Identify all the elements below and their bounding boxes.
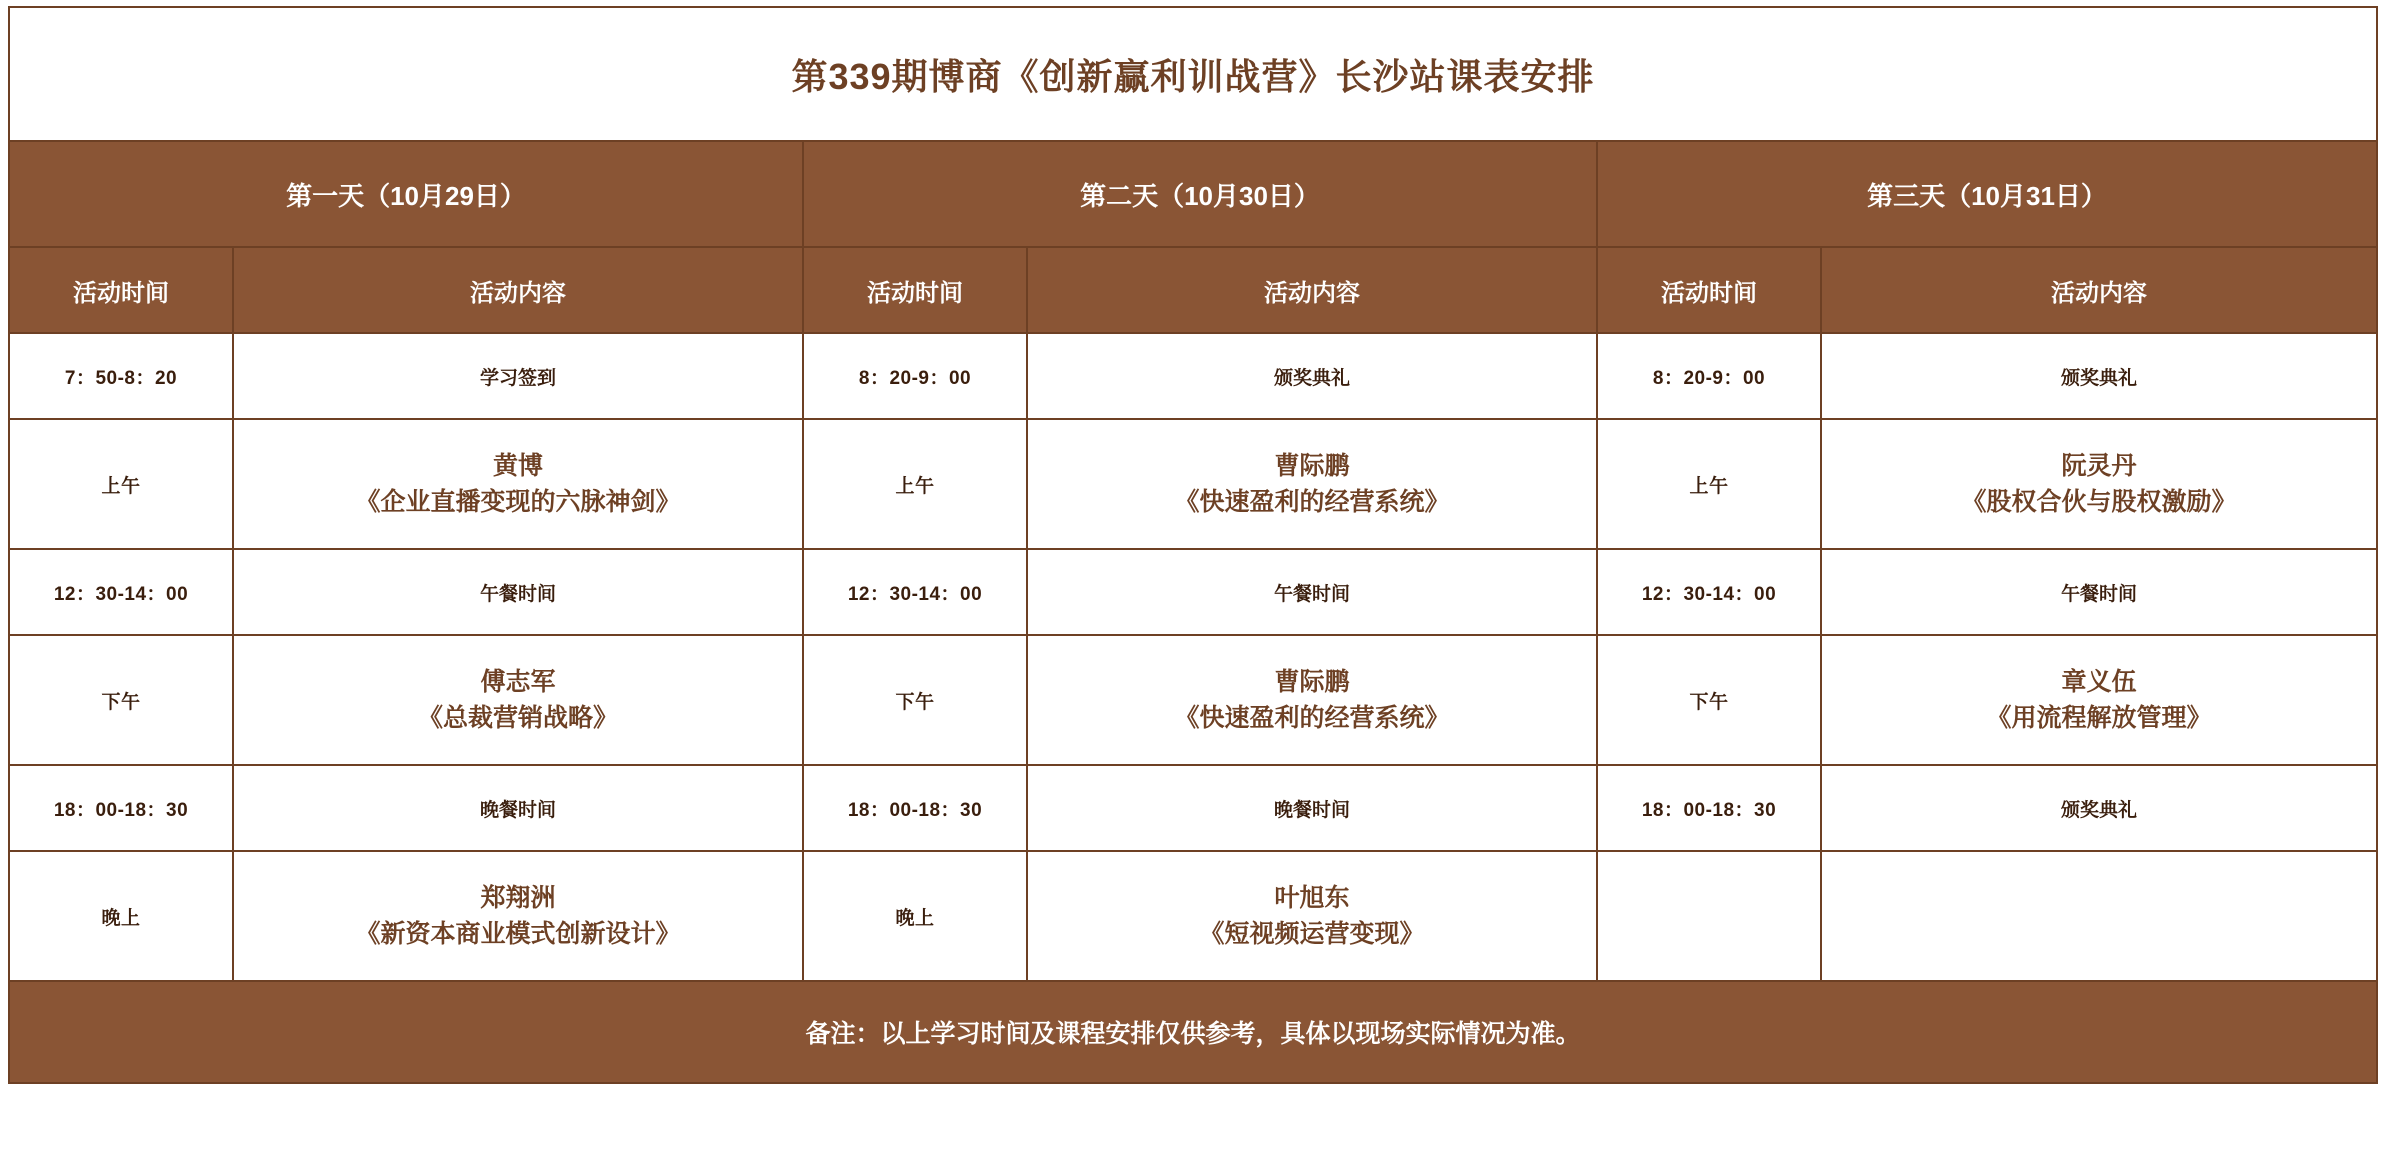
cell-course — [1821, 635, 2377, 765]
table-row — [9, 333, 2377, 419]
col-header-content-2: 活动内容 — [1027, 247, 1597, 333]
title-row — [9, 7, 2377, 141]
table-row — [9, 851, 2377, 981]
teacher-name: 曹际鹏 — [1274, 451, 1350, 480]
cell-time: 18：00-18：30 — [803, 765, 1027, 851]
course-title: 《新资本商业模式创新设计》 — [355, 920, 681, 948]
cell-time: 上午 — [9, 419, 233, 549]
cell-time-empty — [1597, 851, 1821, 981]
cell-content: 午餐时间 — [233, 549, 803, 635]
footer-note: 备注：以上学习时间及课程安排仅供参考，具体以现场实际情况为准。 — [9, 981, 2377, 1083]
col-header-content-1: 活动内容 — [233, 247, 803, 333]
cell-course — [1027, 419, 1597, 549]
day-header-1: 第一天（10月29日） — [9, 141, 803, 247]
cell-content: 颁奖典礼 — [1027, 333, 1597, 419]
note-row — [9, 981, 2377, 1083]
schedule-table — [8, 6, 2378, 1084]
col-header-time-2: 活动时间 — [803, 247, 1027, 333]
cell-time: 晚上 — [9, 851, 233, 981]
cell-time: 上午 — [1597, 419, 1821, 549]
subheader-row — [9, 247, 2377, 333]
col-header-content-3: 活动内容 — [1821, 247, 2377, 333]
cell-course — [1821, 419, 2377, 549]
cell-time: 8：20-9：00 — [803, 333, 1027, 419]
course-title: 《总裁营销战略》 — [417, 704, 618, 732]
cell-time: 18：00-18：30 — [1597, 765, 1821, 851]
cell-time: 8：20-9：00 — [1597, 333, 1821, 419]
cell-time: 下午 — [9, 635, 233, 765]
cell-course — [233, 419, 803, 549]
cell-course — [1027, 851, 1597, 981]
cell-time: 下午 — [1597, 635, 1821, 765]
table-row — [9, 765, 2377, 851]
course-title: 《快速盈利的经营系统》 — [1174, 704, 1450, 732]
cell-content: 学习签到 — [233, 333, 803, 419]
col-header-time-1: 活动时间 — [9, 247, 233, 333]
course-title: 《短视频运营变现》 — [1199, 920, 1425, 948]
day-header-row — [9, 141, 2377, 247]
table-row — [9, 419, 2377, 549]
cell-content: 颁奖典礼 — [1821, 765, 2377, 851]
teacher-name: 傅志军 — [480, 667, 556, 696]
teacher-name: 叶旭东 — [1274, 883, 1350, 912]
cell-time: 晚上 — [803, 851, 1027, 981]
cell-content: 晚餐时间 — [1027, 765, 1597, 851]
cell-content: 午餐时间 — [1027, 549, 1597, 635]
table-row — [9, 549, 2377, 635]
cell-content: 午餐时间 — [1821, 549, 2377, 635]
day-header-3: 第三天（10月31日） — [1597, 141, 2377, 247]
cell-content: 晚餐时间 — [233, 765, 803, 851]
cell-time: 12：30-14：00 — [1597, 549, 1821, 635]
cell-content: 颁奖典礼 — [1821, 333, 2377, 419]
course-title: 《股权合伙与股权激励》 — [1961, 488, 2237, 516]
teacher-name: 黄博 — [492, 451, 543, 480]
teacher-name: 曹际鹏 — [1274, 667, 1350, 696]
cell-time: 18：00-18：30 — [9, 765, 233, 851]
day-header-2: 第二天（10月30日） — [803, 141, 1597, 247]
cell-time: 12：30-14：00 — [9, 549, 233, 635]
table-row — [9, 635, 2377, 765]
page-title: 第339期博商《创新赢利训战营》长沙站课表安排 — [9, 7, 2377, 141]
cell-time: 上午 — [803, 419, 1027, 549]
teacher-name: 郑翔洲 — [480, 883, 556, 912]
cell-course-empty — [1821, 851, 2377, 981]
course-title: 《企业直播变现的六脉神剑》 — [355, 488, 681, 516]
cell-time: 下午 — [803, 635, 1027, 765]
course-title: 《快速盈利的经营系统》 — [1174, 488, 1450, 516]
cell-time: 7：50-8：20 — [9, 333, 233, 419]
cell-time: 12：30-14：00 — [803, 549, 1027, 635]
cell-course — [233, 851, 803, 981]
teacher-name: 阮灵丹 — [2061, 451, 2137, 480]
col-header-time-3: 活动时间 — [1597, 247, 1821, 333]
cell-course — [1027, 635, 1597, 765]
course-title: 《用流程解放管理》 — [1986, 704, 2212, 732]
teacher-name: 章义伍 — [2061, 667, 2137, 696]
cell-course — [233, 635, 803, 765]
